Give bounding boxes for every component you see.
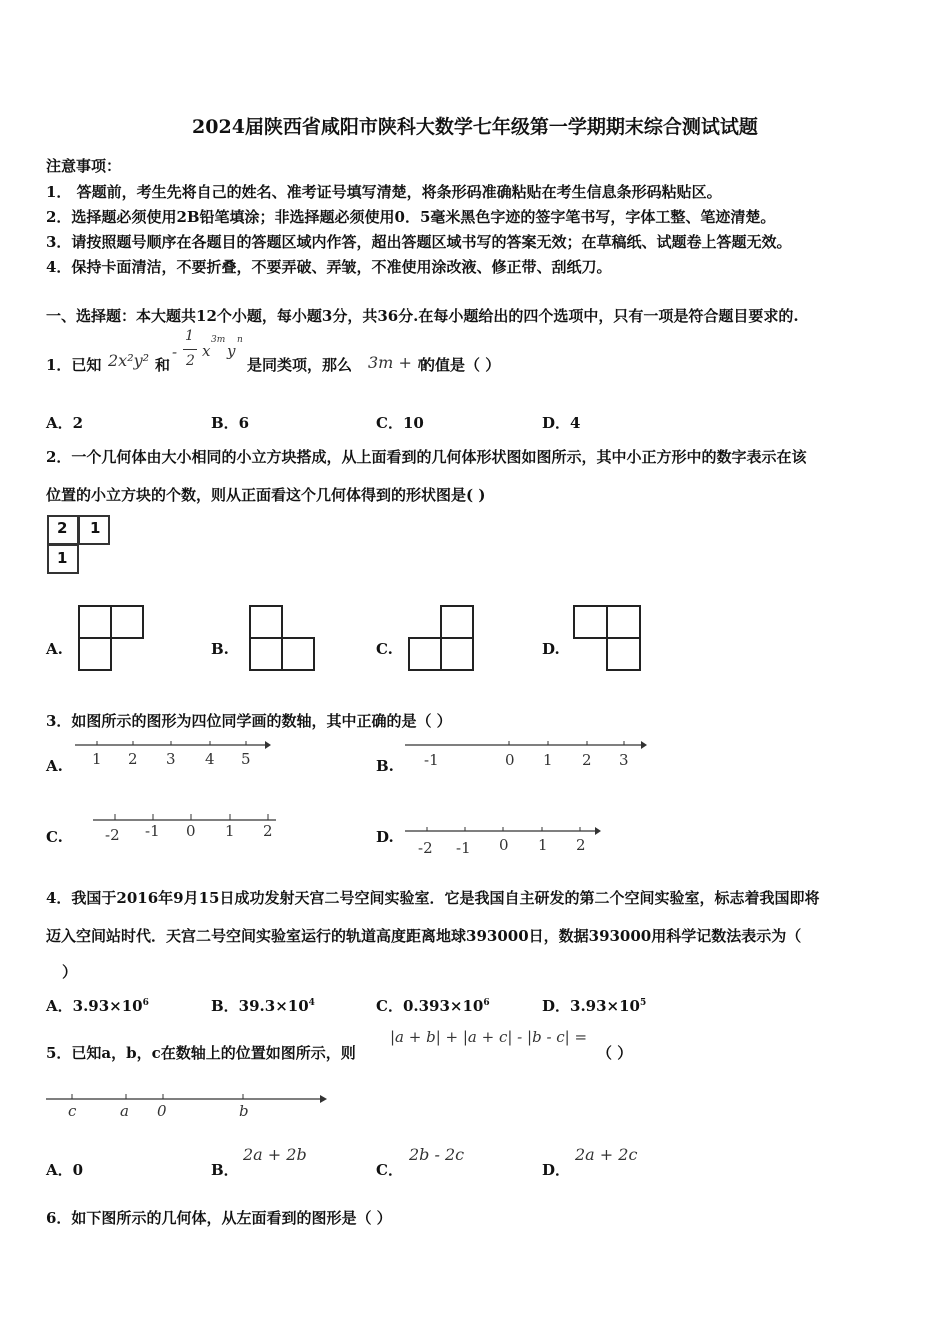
q3-d-label-2: 2: [576, 836, 586, 854]
q3-a-label-5: 5: [241, 750, 251, 768]
q5-ending: （ ）: [597, 1044, 633, 1062]
q2-option-a[interactable]: A.: [46, 640, 63, 658]
q2-option-c-shape: [408, 605, 476, 673]
q4-line-3: ）: [62, 963, 78, 981]
q3-b-label-3: 3: [619, 751, 629, 769]
q3-d-label-0: 0: [499, 836, 509, 854]
q1-option-a[interactable]: A．2: [46, 414, 84, 432]
q3-a-label-1: 1: [92, 750, 102, 768]
q3-c-label-0: 0: [186, 822, 196, 840]
q1-expression-1: 2x²y²: [108, 351, 150, 370]
q5-option-c-expr: 2b - 2c: [409, 1145, 465, 1164]
q1-frac-den: 2: [186, 353, 195, 369]
q1-exp-3m: 3m: [211, 335, 226, 345]
q3-axis-a: [75, 738, 270, 750]
q3-a-label-4: 4: [205, 750, 215, 768]
q5-prefix: 5．已知a，b，c在数轴上的位置如图所示，则: [46, 1044, 356, 1062]
q5-option-d[interactable]: D．: [542, 1161, 571, 1179]
grid-cell-2: 2: [57, 519, 68, 537]
q2-option-b[interactable]: B.: [211, 640, 229, 658]
q5-label-c: c: [68, 1102, 77, 1120]
q4-line-1: 4．我国于2016年9月15日成功发射天宫二号空间实验室．它是我国自主研发的第二个空间实验室，标志着我国即将: [46, 889, 820, 907]
q1-expression-3: 3m + n: [368, 353, 428, 372]
q5-label-a: a: [120, 1102, 129, 1120]
q4-option-b[interactable]: B．$39.3\times 10^4$: [211, 997, 315, 1015]
q3-c-label-1: 1: [225, 822, 235, 840]
grid-cell-1b: 1: [57, 549, 68, 567]
q5-label-b: b: [239, 1102, 249, 1120]
q3-b-label-0: 0: [505, 751, 515, 769]
notice-item-1: 1． 答题前，考生先将自己的姓名、准考证号填写清楚，将条形码准确粘贴在考生信息条形码粘贴区。: [46, 183, 722, 201]
q5-option-d-expr: 2a + 2c: [575, 1145, 638, 1164]
q4-line-2: 迈入空间站时代．天宫二号空间实验室运行的轨道高度距离地球393000日，数据393000用科学记数法表示为（: [46, 927, 802, 945]
q3-a-label-2: 2: [128, 750, 138, 768]
notice-item-4: 4．保持卡面清洁，不要折叠，不要弄破、弄皱，不准使用涂改液、修正带、刮纸刀。: [46, 258, 612, 276]
q1-ending: 的值是（ ）: [420, 356, 501, 374]
q1-frac-bar: [183, 349, 197, 350]
q3-b-label-neg1: -1: [424, 751, 439, 769]
q3-c-label-2: 2: [263, 822, 273, 840]
notice-item-3: 3．请按照题号顺序在各题目的答题区域内作答，超出答题区域书写的答案无效；在草稿纸、试题卷上答题无效。: [46, 233, 792, 251]
q3-b-label-1: 1: [543, 751, 553, 769]
q1-same-type: 是同类项，那么: [247, 356, 353, 374]
q1-option-c[interactable]: C．10: [376, 414, 424, 432]
q1-var-x: x: [202, 342, 211, 360]
q5-option-b[interactable]: B．: [211, 1161, 239, 1179]
q2-option-b-shape: [249, 605, 317, 673]
q1-option-b[interactable]: B．6: [211, 414, 250, 432]
q1-prefix: 1．已知: [46, 356, 102, 374]
q5-option-b-expr: 2a + 2b: [243, 1145, 307, 1164]
q3-a-label-3: 3: [166, 750, 176, 768]
q2-option-c[interactable]: C.: [376, 640, 393, 658]
page-title: 2024届陕西省咸阳市陕科大数学七年级第一学期期末综合测试试题: [192, 116, 758, 138]
notice-item-2: 2．选择题必须使用2B铅笔填涂；非选择题必须使用0．5毫米黑色字迹的签字笔书写，字体工整、笔迹清楚。: [46, 208, 776, 226]
q2-option-d-shape: [573, 605, 643, 673]
q2-line-2: 位置的小立方块的个数，则从正面看这个几何体得到的形状图是( ): [46, 486, 486, 504]
q1-var-y: y: [227, 342, 236, 360]
grid-cell-1a: 1: [90, 519, 101, 537]
q3-option-d[interactable]: D.: [376, 828, 394, 846]
q2-option-a-shape: [78, 605, 146, 673]
q4-option-a[interactable]: A．$3.93\times 10^6$: [46, 997, 149, 1015]
q5-option-c[interactable]: C．: [376, 1161, 403, 1179]
q3-option-a[interactable]: A.: [46, 757, 63, 775]
notice-heading: 注意事项：: [46, 157, 122, 175]
q5-option-a[interactable]: A．0: [46, 1161, 84, 1179]
q5-label-0: 0: [157, 1102, 167, 1120]
q3-axis-b: [405, 739, 650, 751]
q3-option-c[interactable]: C.: [46, 828, 63, 846]
q3-d-label-neg2: -2: [418, 839, 433, 857]
q1-frac-num: 1: [185, 328, 194, 344]
section-heading: 一、选择题：本大题共12个小题，每小题3分，共36分.在每小题给出的四个选项中，只有一项是符合题目要求的.: [46, 307, 799, 325]
q6-question: 6．如下图所示的几何体，从左面看到的图形是（ ）: [46, 1209, 392, 1227]
q1-minus: -: [172, 343, 178, 361]
q1-option-d[interactable]: D．4: [542, 414, 581, 432]
q4-option-d[interactable]: D．$3.93\times 10^5$: [542, 997, 647, 1015]
q4-option-c[interactable]: C．$0.393\times 10^6$: [376, 997, 490, 1015]
q2-line-1: 2．一个几何体由大小相同的小立方块搭成，从上面看到的几何体形状图如图所示，其中小正方形中的数字表示在该: [46, 448, 807, 466]
q1-exp-n: n: [237, 335, 243, 345]
q3-d-label-neg1: -1: [456, 839, 471, 857]
q1-and: 和: [155, 356, 171, 374]
q3-b-label-2: 2: [582, 751, 592, 769]
q3-c-label-neg1: -1: [145, 822, 160, 840]
q3-c-label-neg2: -2: [105, 826, 120, 844]
q3-question: 3．如图所示的图形为四位同学画的数轴，其中正确的是（ ）: [46, 712, 452, 730]
q3-d-label-1: 1: [538, 836, 548, 854]
q2-option-d[interactable]: D.: [542, 640, 560, 658]
q5-expression: |a + b| + |a + c| - |b - c| =: [390, 1028, 588, 1046]
q5-number-line: [46, 1094, 331, 1108]
q3-option-b[interactable]: B.: [376, 757, 394, 775]
